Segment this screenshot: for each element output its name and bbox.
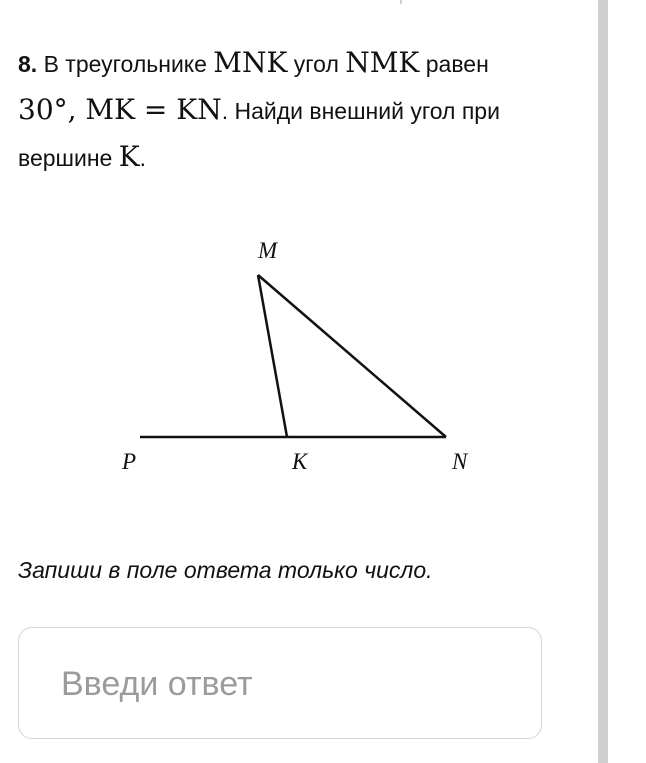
problem-text-6: .: [139, 145, 147, 171]
label-K: K: [292, 449, 308, 474]
instruction-text: Запиши в поле ответа только число.: [18, 557, 433, 583]
label-P: P: [122, 449, 137, 474]
problem-text-2: угол: [287, 51, 346, 77]
label-N: N: [452, 449, 468, 474]
problem-text-3: равен: [419, 51, 489, 77]
problem-number: 8.: [18, 51, 38, 77]
problem-text-4: . Найди внешний угол при: [221, 98, 500, 124]
scrollbar[interactable]: [598, 0, 608, 763]
math-condition: 30°, MK = KN: [18, 93, 222, 126]
answer-input[interactable]: [61, 658, 501, 710]
top-edge-mark: [400, 0, 402, 4]
side-MN: [258, 275, 446, 437]
problem-text-1: В треугольнике: [37, 51, 214, 77]
label-M: M: [258, 238, 278, 263]
angle-name: NMK: [345, 46, 420, 79]
triangle-figure: [110, 225, 510, 485]
triangle-name: MNK: [213, 46, 288, 79]
side-MK: [258, 275, 287, 437]
problem-text-5: вершине: [18, 145, 119, 171]
answer-field-container[interactable]: [18, 627, 542, 739]
vertex-name: K: [118, 140, 140, 173]
problem-statement: [18, 40, 588, 181]
